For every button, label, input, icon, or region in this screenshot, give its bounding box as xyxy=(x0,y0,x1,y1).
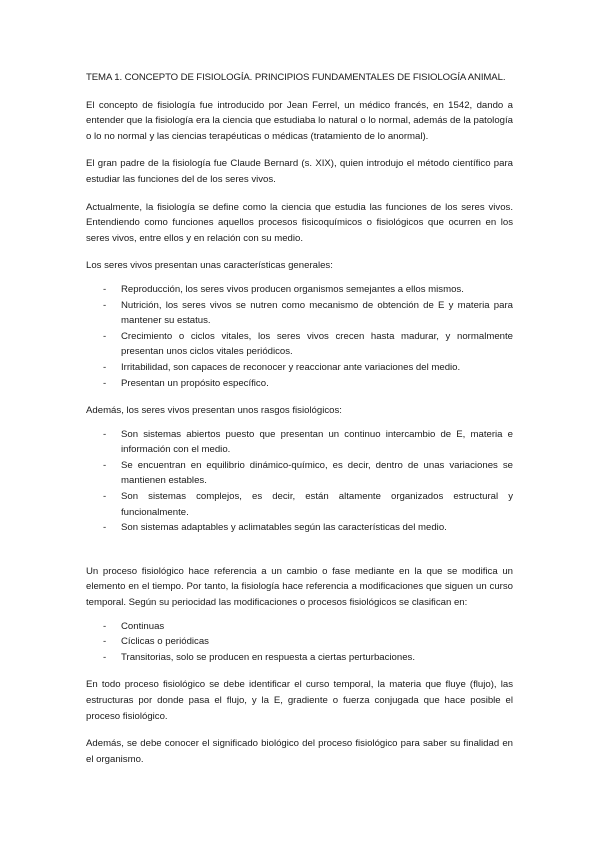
bullet-dash: - xyxy=(103,459,107,471)
list-item-text: Nutrición, los seres vivos se nutren como mecanismo de obtención de E y materia para mantener su estatus. xyxy=(121,299,513,327)
paragraph-caracteristicas-intro: Los seres vivos presentan unas características generales: xyxy=(86,260,333,272)
list-item xyxy=(86,520,513,536)
list-item xyxy=(86,376,513,392)
list-item-text: Irritabilidad, son capaces de reconocer y reaccionar ante variaciones del medio. xyxy=(121,361,461,373)
bullet-dash: - xyxy=(103,283,107,295)
bullet-dash: - xyxy=(103,620,107,632)
list-item-text: Transitorias, solo se producen en respuesta a ciertas perturbaciones. xyxy=(121,651,416,663)
list-item-text: Presentan un propósito específico. xyxy=(121,377,269,389)
list-item-text: Continuas xyxy=(121,620,165,632)
bullet-dash: - xyxy=(103,428,107,440)
bullet-dash: - xyxy=(103,651,107,663)
list-caracteristicas-generales xyxy=(86,282,513,391)
paragraph-definicion: Actualmente, la fisiología se define como la ciencia que estudia las funciones de los seres vivos. Entendiendo como funciones aquellos procesos fisicoquímicos o fisiológicos que ocurren en los seres vivos, entre ellos y en relación con su medio. xyxy=(86,201,513,244)
list-item-text: Crecimiento o ciclos vitales, los seres vivos crecen hasta madurar, y normalmente presentan unos ciclos vitales periódicos. xyxy=(121,330,513,358)
list-item-text: Son sistemas complejos, es decir, están altamente organizados estructural y funcionalmente. xyxy=(121,491,513,518)
list-item xyxy=(86,298,513,329)
list-item xyxy=(86,619,513,635)
list-item-text: Cíclicas o periódicas xyxy=(121,636,209,648)
paragraph-origen: El concepto de fisiología fue introducido por Jean Ferrel, un médico francés, en 1542, dando a entender que la fisiología era la ciencia que estudiaba lo natural o lo normal, además de la patología o lo no normal y las ciencias terapéuticas o médicas (tratamiento de lo anormal). xyxy=(86,99,513,142)
list-item xyxy=(86,458,513,489)
paragraph-curso-temporal: En todo proceso fisiológico se debe identificar el curso temporal, la materia que fluye (flujo), las estructuras por donde pasa el flujo, y la E, gradiente o fuerza conjugada que hace posible el proceso fisiológico. xyxy=(86,679,513,722)
list-item xyxy=(86,329,513,360)
list-item xyxy=(86,489,513,520)
bullet-dash: - xyxy=(103,636,107,648)
list-rasgos-fisiologicos xyxy=(86,427,513,536)
list-item xyxy=(86,282,513,298)
bullet-dash: - xyxy=(103,522,107,534)
list-item xyxy=(86,634,513,650)
blank-gap xyxy=(86,548,513,564)
list-item-text: Se encuentran en equilibrio dinámico-químico, es decir, dentro de unas variaciones se mantienen estables. xyxy=(121,459,513,487)
bullet-dash: - xyxy=(103,361,107,373)
list-item-text: Reproducción, los seres vivos producen organismos semejantes a ellos mismos. xyxy=(121,283,464,295)
document-title: TEMA 1. CONCEPTO DE FISIOLOGÍA. PRINCIPIOS FUNDAMENTALES DE FISIOLOGÍA ANIMAL. xyxy=(86,72,506,83)
paragraph-claude-bernard: El gran padre de la fisiología fue Claude Bernard (s. XIX), quien introdujo el método científico para estudiar las funciones del de los seres vivos. xyxy=(86,158,513,185)
paragraph-proceso-fisiologico: Un proceso fisiológico hace referencia a un cambio o fase mediante en la que se modifica un elemento en el tiempo. Por tanto, la fisiología hace referencia a modificaciones que siguen un curso temporal. Según su periocidad las modificaciones o procesos fisiológicos se clasifican en: xyxy=(86,565,513,609)
list-item xyxy=(86,427,513,458)
list-item-text: Son sistemas adaptables y aclimatables según las características del medio. xyxy=(121,522,447,534)
bullet-dash: - xyxy=(103,377,107,389)
list-item xyxy=(86,650,513,666)
paragraph-significado-biologico: Además, se debe conocer el significado biológico del proceso fisiológico para saber su finalidad en el organismo. xyxy=(86,738,513,765)
list-item-text: Son sistemas abiertos puesto que presentan un continuo intercambio de E, materia e información con el medio. xyxy=(121,428,513,456)
bullet-dash: - xyxy=(103,330,107,342)
paragraph-rasgos-intro: Además, los seres vivos presentan unos rasgos fisiológicos: xyxy=(86,405,342,417)
bullet-dash: - xyxy=(103,491,107,503)
bullet-dash: - xyxy=(103,299,107,311)
list-periocidad xyxy=(86,619,513,666)
list-item xyxy=(86,360,513,376)
